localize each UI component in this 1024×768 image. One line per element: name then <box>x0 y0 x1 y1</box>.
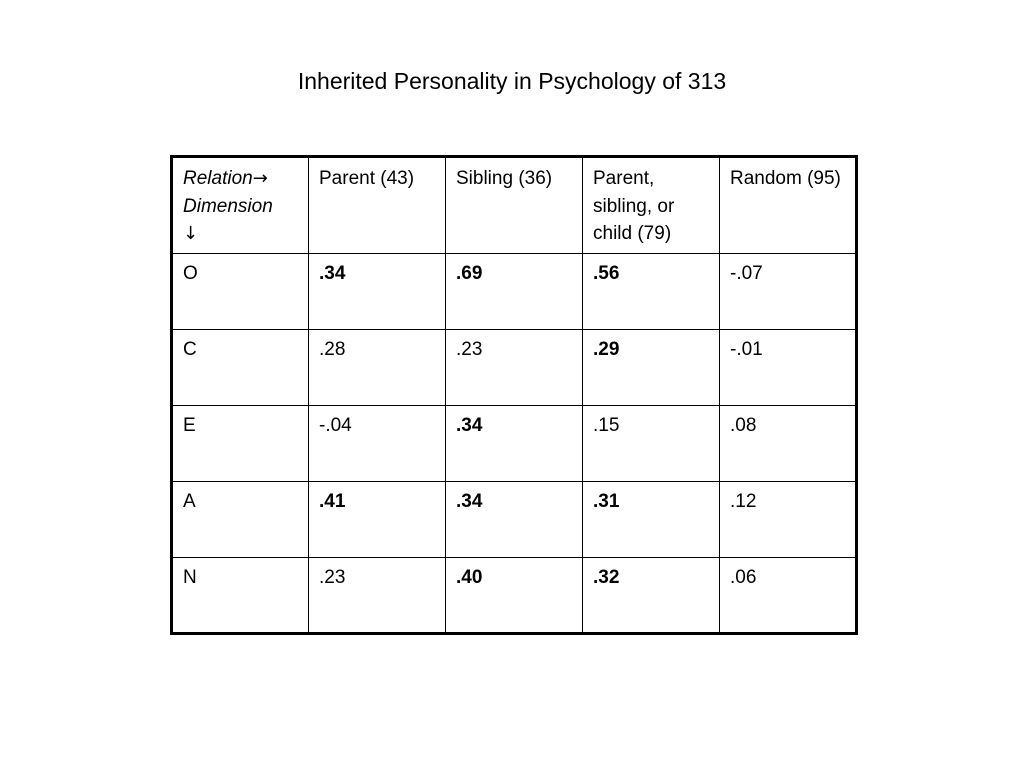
table-cell: .08 <box>720 406 857 482</box>
table-cell: -.07 <box>720 254 857 330</box>
table-cell: .32 <box>583 558 720 634</box>
table-cell: .34 <box>309 254 446 330</box>
column-header-parent: Parent (43) <box>309 157 446 254</box>
table-cell: .29 <box>583 330 720 406</box>
table-cell: .28 <box>309 330 446 406</box>
table-cell: -.04 <box>309 406 446 482</box>
table-cell: .34 <box>446 482 583 558</box>
table-row <box>172 330 857 406</box>
row-dimension-label: A <box>172 482 309 558</box>
table-cell: .23 <box>309 558 446 634</box>
table-cell: .15 <box>583 406 720 482</box>
column-header-sibling: Sibling (36) <box>446 157 583 254</box>
row-dimension-label: C <box>172 330 309 406</box>
column-header-random: Random (95) <box>720 157 857 254</box>
table-cell: .12 <box>720 482 857 558</box>
table-cell: .69 <box>446 254 583 330</box>
row-dimension-label: E <box>172 406 309 482</box>
table-row <box>172 406 857 482</box>
table-cell: .34 <box>446 406 583 482</box>
table-cell: .31 <box>583 482 720 558</box>
table-row <box>172 254 857 330</box>
row-dimension-label: O <box>172 254 309 330</box>
correlation-table-container <box>170 155 858 635</box>
corner-header-cell <box>172 157 309 254</box>
table-row <box>172 558 857 634</box>
correlation-table <box>170 155 858 635</box>
row-dimension-label: N <box>172 558 309 634</box>
column-header-parent-sibling-child: Parent, sibling, or child (79) <box>583 157 720 254</box>
table-cell: .41 <box>309 482 446 558</box>
down-arrow-icon: ↓ <box>183 223 199 244</box>
relation-label: Relation <box>183 168 253 189</box>
table-cell: .23 <box>446 330 583 406</box>
table-row <box>172 482 857 558</box>
table-cell: .06 <box>720 558 857 634</box>
table-body <box>172 157 857 634</box>
slide-title: Inherited Personality in Psychology of 313 <box>297 68 727 94</box>
table-cell: .40 <box>446 558 583 634</box>
table-header-row <box>172 157 857 254</box>
right-arrow-icon: → <box>252 168 268 189</box>
table-cell: .56 <box>583 254 720 330</box>
relation-label-line <box>183 165 298 193</box>
dimension-label: Dimension <box>183 195 273 217</box>
table-cell: -.01 <box>720 330 857 406</box>
